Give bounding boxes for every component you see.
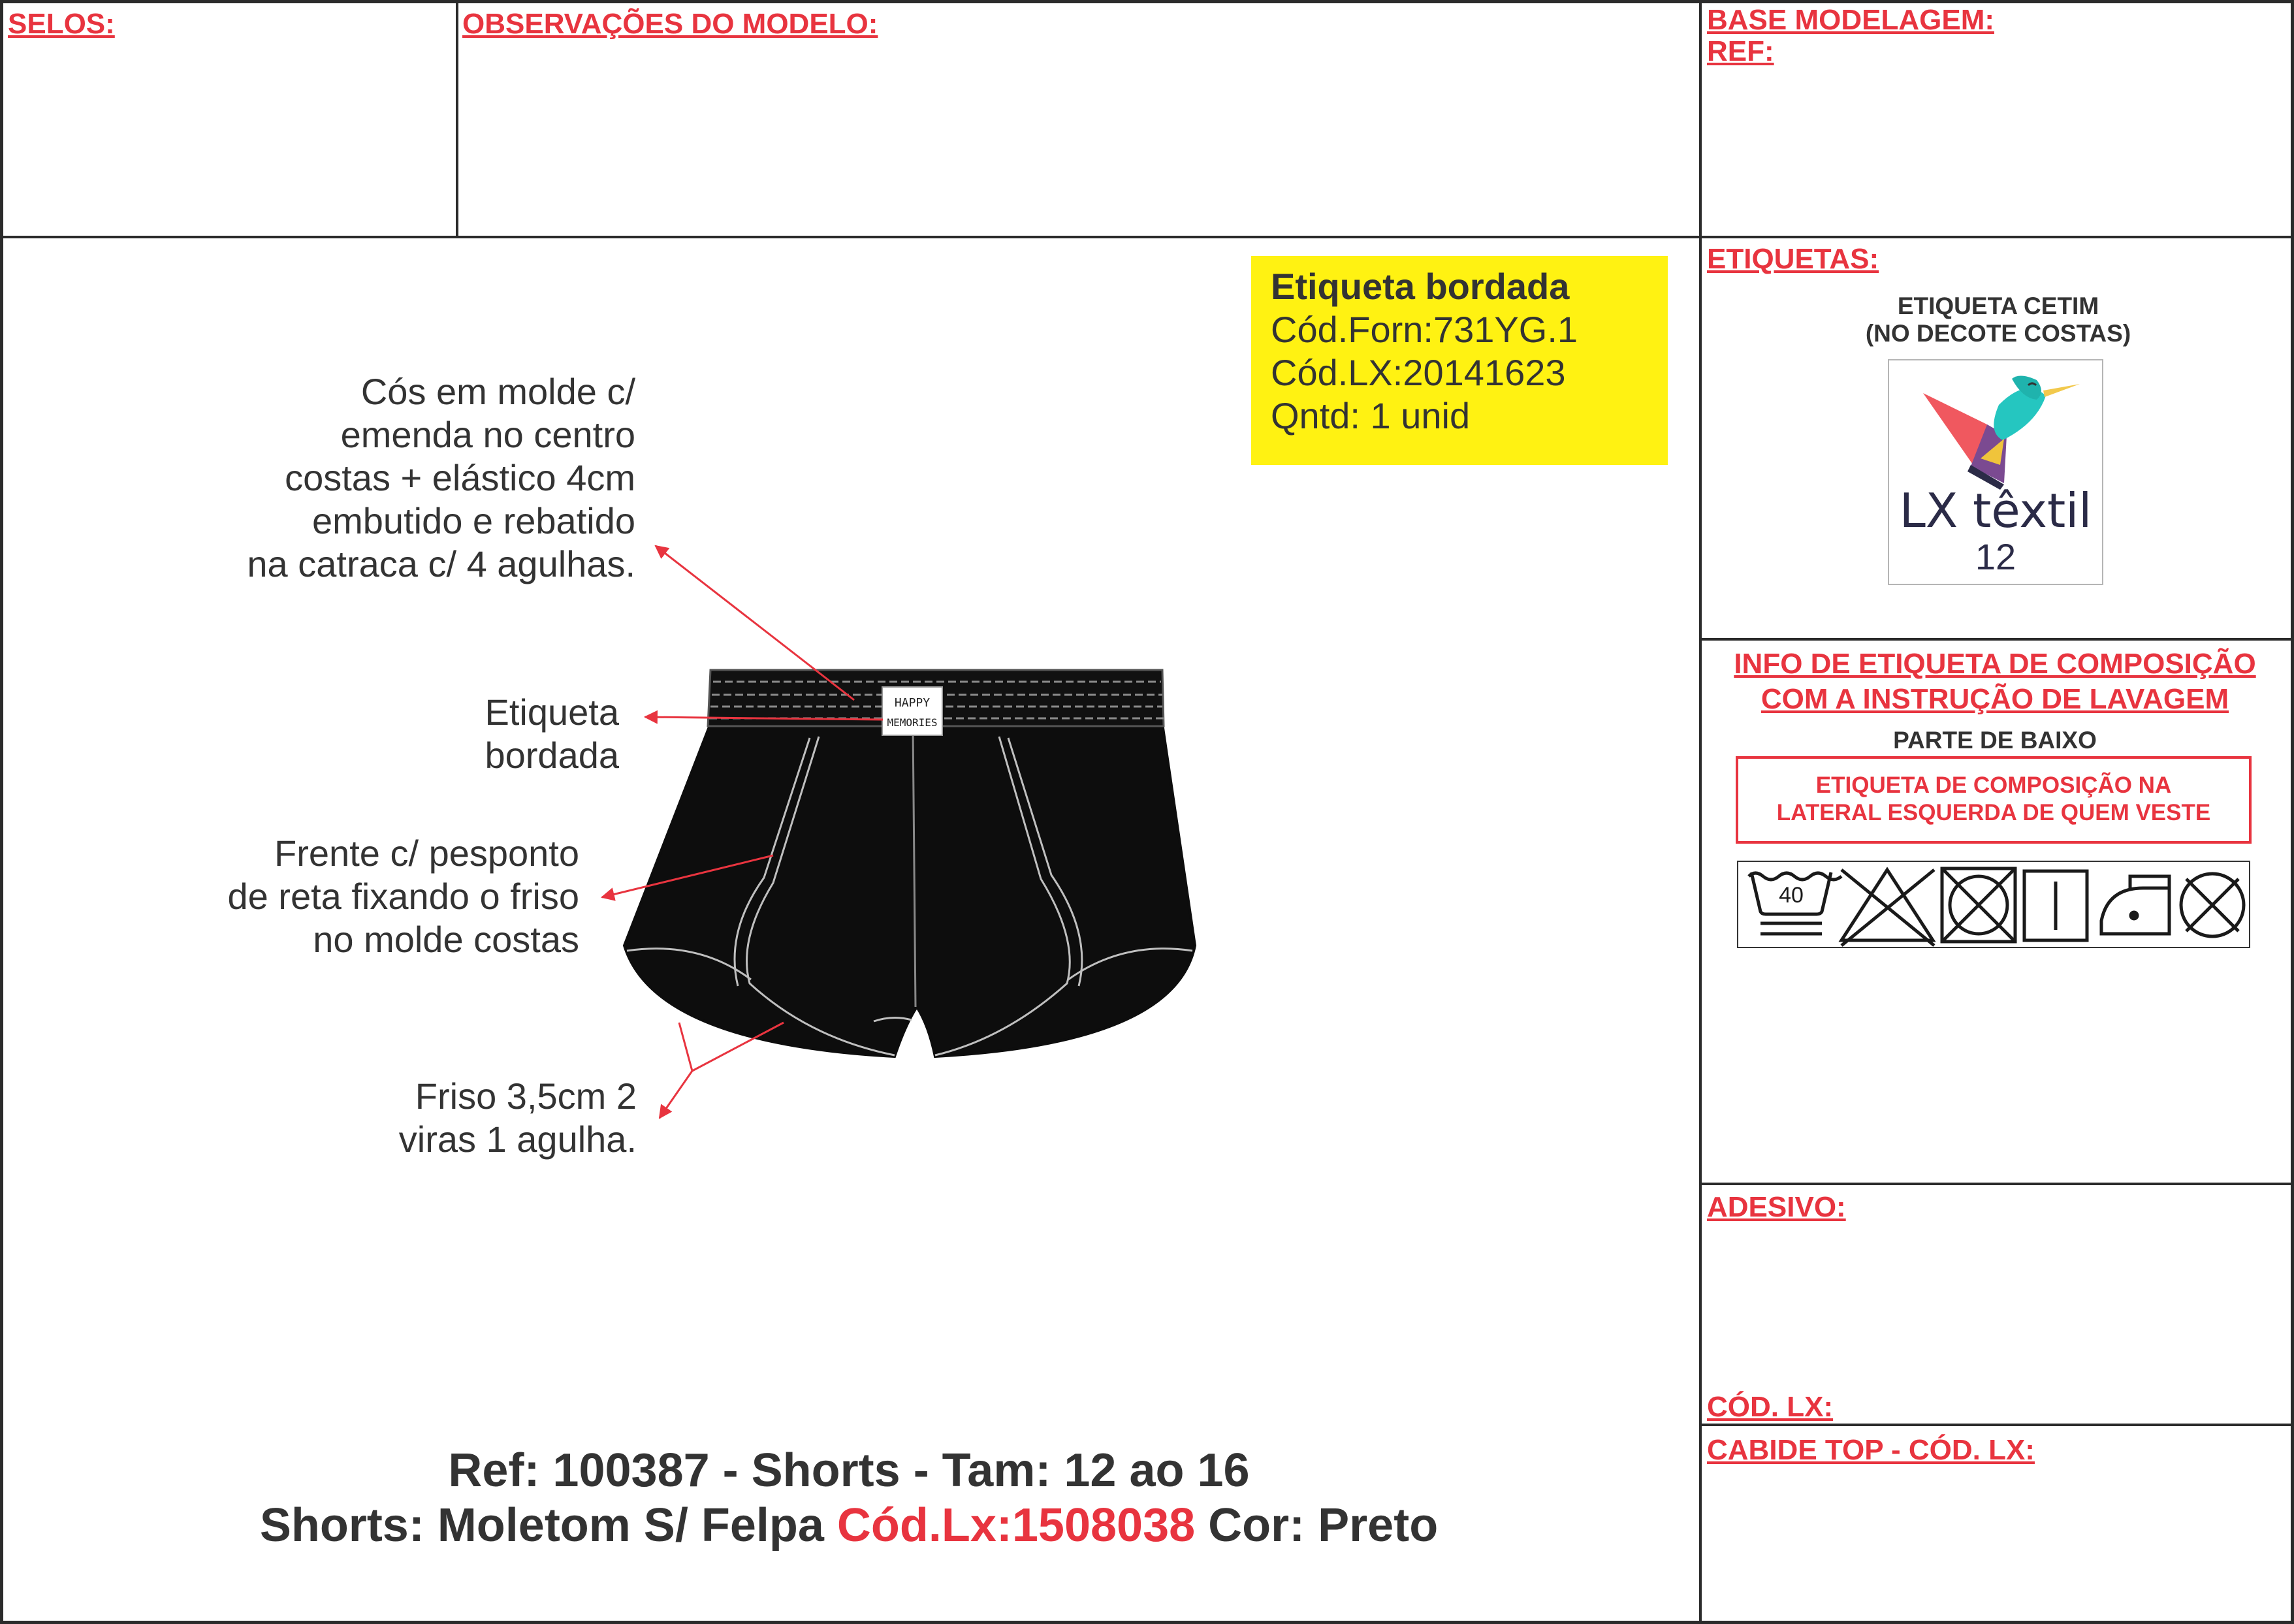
- embroidered-tag-qntd: Qntd: 1 unid: [1271, 395, 1471, 436]
- composicao-box-line1: ETIQUETA DE COMPOSIÇÃO NA: [1815, 772, 2172, 798]
- no-dry-clean-icon: [2181, 874, 2244, 936]
- cabide-header: CABIDE TOP - CÓD. LX:: [1707, 1434, 2035, 1466]
- etiqueta-cetim-title: [1711, 293, 2286, 347]
- product-material-line: [0, 1498, 1698, 1553]
- no-tumble-dry-icon: [1942, 868, 2015, 942]
- leader-friso-a: [679, 1023, 692, 1071]
- composicao-box-line2: LATERAL ESQUERDA DE QUEM VESTE: [1776, 800, 2211, 825]
- selos-header: SELOS:: [8, 8, 115, 40]
- etiqueta-cetim-line1: ETIQUETA CETIM: [1897, 293, 2099, 319]
- brand-size: 12: [1975, 536, 2016, 577]
- hummingbird-logo-icon: [1889, 360, 2102, 498]
- callout-frente-line3: no molde costas: [313, 919, 579, 960]
- frame-right: [2291, 0, 2294, 1624]
- adesivo-header: ADESIVO:: [1707, 1191, 1846, 1223]
- info-line1: INFO DE ETIQUETA DE COMPOSIÇÃO: [1734, 648, 2256, 680]
- product-ref-line: Ref: 100387 - Shorts - Tam: 12 ao 16: [448, 1444, 1250, 1497]
- line-dry-icon: [2024, 871, 2087, 940]
- callout-frente-line2: de reta fixando o friso: [227, 876, 579, 917]
- callout-etiqueta-line1: Etiqueta: [485, 692, 619, 733]
- etiquetas-header: ETIQUETAS:: [1707, 243, 1879, 275]
- care-symbols: [1737, 861, 2250, 948]
- no-bleach-icon: [1841, 870, 1934, 946]
- callout-cos-line4: embutido e rebatido: [311, 500, 635, 541]
- wash-temp: 40: [1779, 883, 1804, 908]
- embroidered-tag-cod-forn: Cód.Forn:731YG.1: [1271, 309, 1578, 350]
- waistband-label-line1: HAPPY: [894, 696, 931, 710]
- product-material: Shorts: Moletom S/ Felpa: [259, 1499, 837, 1552]
- callout-friso-line1: Friso 3,5cm 2: [415, 1075, 637, 1117]
- brand-name: LX têxtil: [1899, 483, 2092, 538]
- divider-right-column: [1699, 0, 1702, 1624]
- callout-cos-line5: na catraca c/ 4 agulhas.: [247, 543, 635, 584]
- product-color: Cor: Preto: [1195, 1499, 1439, 1552]
- composicao-box: [1736, 756, 2252, 844]
- callout-friso-line2: viras 1 agulha.: [398, 1119, 637, 1160]
- callout-cos-line3: costas + elástico 4cm: [285, 457, 635, 498]
- iron-low-icon: [2101, 876, 2169, 934]
- callout-cos-line1: Cós em molde c/: [360, 371, 635, 412]
- info-composicao-header: [1704, 646, 2286, 717]
- callout-etiqueta-line2: bordada: [485, 735, 619, 776]
- etiqueta-cetim-line2: (NO DECOTE COSTAS): [1865, 320, 2131, 347]
- ref-header: REF:: [1707, 35, 1774, 67]
- shorts-body: [624, 724, 1195, 1057]
- parte-de-baixo: PARTE DE BAIXO: [1893, 727, 2097, 754]
- base-modelagem-header: BASE MODELAGEM:: [1707, 4, 1994, 36]
- cod-lx-header: CÓD. LX:: [1707, 1391, 1834, 1423]
- callout-cos-line2: emenda no centro: [340, 414, 635, 455]
- brand-label: [1888, 359, 2103, 585]
- leader-friso-tip: [660, 1071, 692, 1118]
- care-symbols-svg: [1738, 862, 2252, 949]
- info-line2: COM A INSTRUÇÃO DE LAVAGEM: [1760, 683, 2229, 715]
- waistband-label-line2: MEMORIES: [887, 716, 938, 729]
- divider-etiquetas: [1700, 638, 2294, 641]
- observacoes-header: OBSERVAÇÕES DO MODELO:: [462, 8, 878, 40]
- product-cod-lx: Cód.Lx:1508038: [836, 1499, 1196, 1552]
- callout-frente-line1: Frente c/ pesponto: [274, 833, 579, 874]
- embroidered-tag-title: Etiqueta bordada: [1271, 266, 1570, 307]
- divider-adesivo: [1700, 1183, 2294, 1185]
- divider-cabide: [1700, 1424, 2294, 1426]
- embroidered-tag-cod-lx: Cód.LX:20141623: [1271, 352, 1566, 393]
